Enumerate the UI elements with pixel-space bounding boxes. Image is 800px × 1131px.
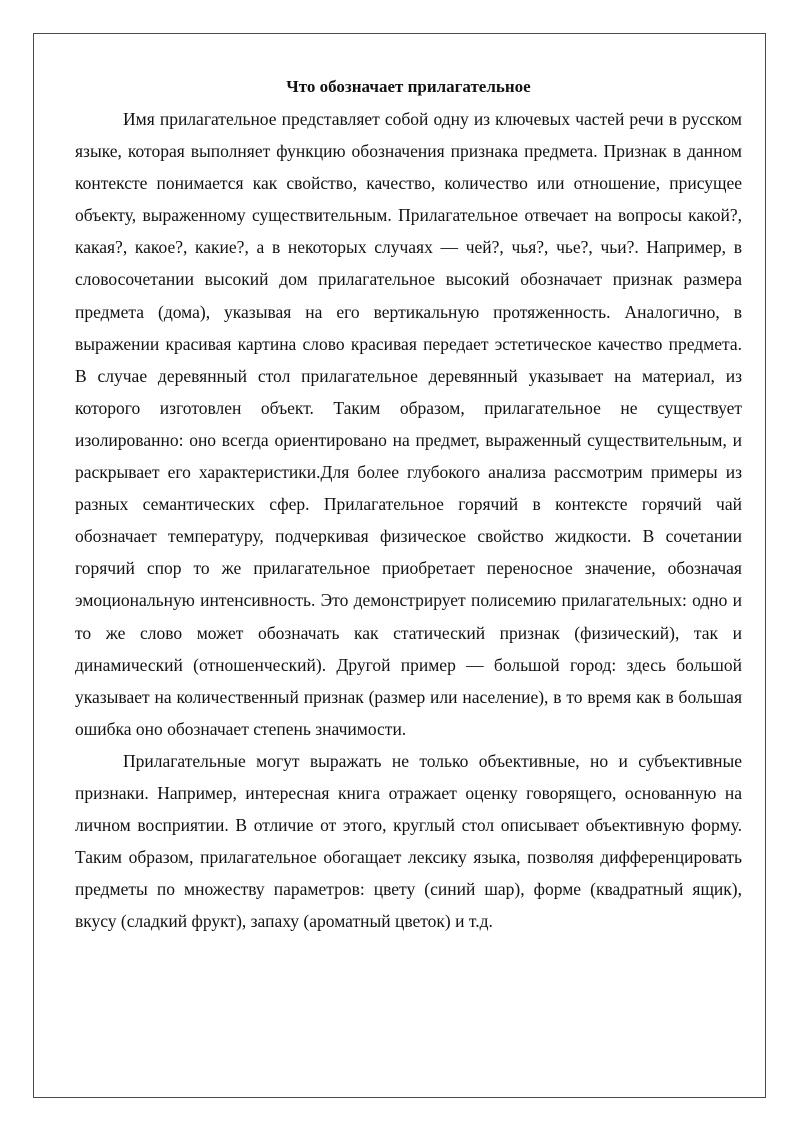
document-title: Что обозначает прилагательное	[286, 77, 531, 96]
paragraph-2: Прилагательные могут выражать не только объективные, но и субъективные признаки. Например, интересная книга отражает оценку говорящего, основанную на личном восприятии. В отличие от этого, круглый стол описывает объективную форму. Таким образом, прилагательное обогащает лексику языка, позволяя дифференцировать предметы по множеству параметров: цвету (синий шар), форме (квадратный ящик), вкусу (сладкий фрукт), запаху (ароматный цветок) и т.д.	[75, 750, 742, 932]
document-body	[75, 72, 742, 937]
paragraph-1: Имя прилагательное представляет собой одну из ключевых частей речи в русском языке, которая выполняет функцию обозначения признака предмета. Признак в данном контексте понимается как свойство, качество, количество или отношение, присущее объекту, выраженному существительным. Прилагательное отвечает на вопросы какой?, какая?, какое?, какие?, а в некоторых случаях — чей?, чья?, чье?, чьи?. Например, в словосочетании высокий дом прилагательное высокий обозначает признак размера предмета (дома), указывая на его вертикальную протяженность. Аналогично, в выражении красивая картина слово красивая передает эстетическое качество предмета. В случае деревянный стол прилагательное деревянный указывает на материал, из которого изготовлен объект. Таким образом, прилагательное не существует изолированно: оно всегда ориентировано на предмет, выраженный существительным, и раскрывает его характеристики.Для более глубокого анализа рассмотрим примеры из разных семантических сфер. Прилагательное горячий в контексте горячий чай обозначает температуру, подчеркивая физическое свойство жидкости. В сочетании горячий спор то же прилагательное приобретает переносное значение, обозначая эмоциональную интенсивность. Это демонстрирует полисемию прилагательных: одно и то же слово может обозначать как статический признак (физический), так и динамический (отношенческий). Другой пример — большой город: здесь большой указывает на количественный признак (размер или население), в то время как в большая ошибка оно обозначает степень значимости.	[75, 109, 742, 739]
